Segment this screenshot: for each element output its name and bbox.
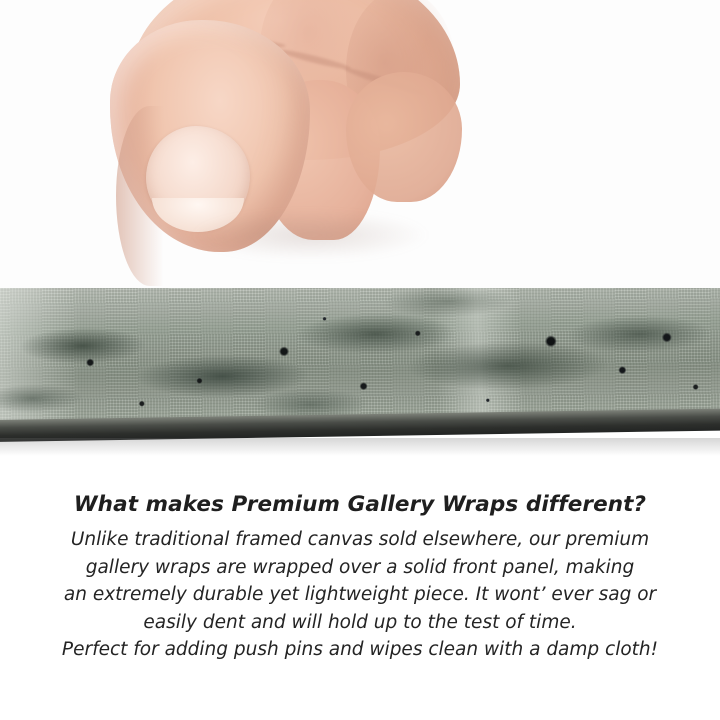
finger-ring	[346, 72, 462, 202]
hand-photo-area	[0, 0, 720, 292]
canvas-drop-shadow	[0, 438, 720, 456]
caption-line-5: Perfect for adding push pins and wipes clean with a damp cloth!	[61, 639, 659, 660]
caption-line-3: an extremely durable yet lightweight piece. It wont’ ever sag or	[63, 584, 657, 605]
hand-contact-shadow	[190, 210, 430, 260]
caption-line-1: Unlike traditional framed canvas sold elsewhere, our premium	[70, 529, 650, 550]
caption-title: What makes Premium Gallery Wraps different?	[73, 492, 647, 517]
caption-line-2: gallery wraps are wrapped over a solid front panel, making	[85, 556, 635, 578]
caption-line-4: easily dent and will hold up to the test of time.	[143, 611, 577, 633]
hand-icon	[110, 0, 470, 292]
caption-body	[50, 526, 670, 664]
canvas-edge-icon	[0, 288, 720, 456]
caption-block	[0, 492, 720, 664]
